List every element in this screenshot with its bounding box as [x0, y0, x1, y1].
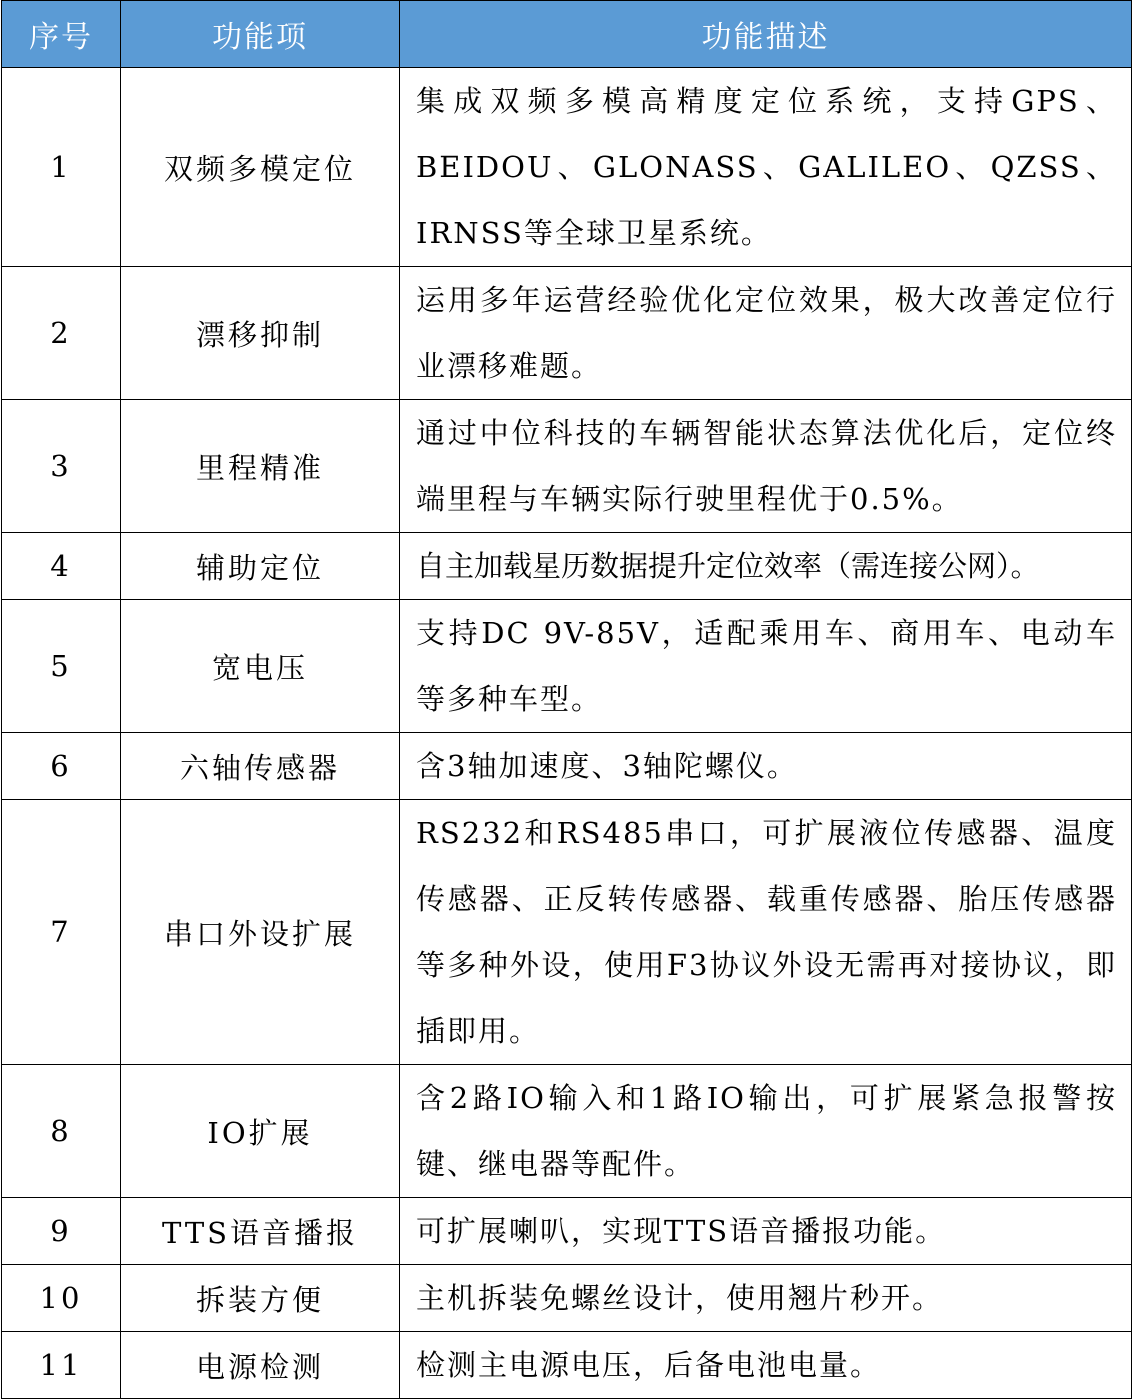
feature-description: 含2路IO输入和1路IO输出，可扩展紧急报警按键、继电器等配件。: [400, 1065, 1132, 1198]
feature-name: 双频多模定位: [121, 68, 400, 267]
row-number: 6: [2, 733, 121, 800]
table-row: [2, 68, 1132, 267]
feature-description: 检测主电源电压，后备电池电量。: [400, 1332, 1132, 1399]
header-row: [2, 1, 1132, 68]
row-number: 8: [2, 1065, 121, 1198]
table-row: [2, 1265, 1132, 1332]
feature-description: RS232和RS485串口，可扩展液位传感器、温度传感器、正反转传感器、载重传感器、胎压传感器等多种外设，使用F3协议外设无需再对接协议，即插即用。: [400, 800, 1132, 1065]
row-number: 1: [2, 68, 121, 267]
feature-description: 支持DC 9V-85V，适配乘用车、商用车、电动车等多种车型。: [400, 600, 1132, 733]
header-description: 功能描述: [400, 1, 1132, 68]
table-row: [2, 533, 1132, 600]
feature-description: 可扩展喇叭，实现TTS语音播报功能。: [400, 1198, 1132, 1265]
table-row: [2, 1332, 1132, 1399]
row-number: 7: [2, 800, 121, 1065]
feature-description: 集成双频多模高精度定位系统，支持GPS、BEIDOU、GLONASS、GALILEO、QZSS、IRNSS等全球卫星系统。: [400, 68, 1132, 267]
row-number: 11: [2, 1332, 121, 1399]
row-number: 4: [2, 533, 121, 600]
table-row: [2, 600, 1132, 733]
feature-name: 宽电压: [121, 600, 400, 733]
feature-name: 电源检测: [121, 1332, 400, 1399]
header-feature: 功能项: [121, 1, 400, 68]
feature-name: 拆装方便: [121, 1265, 400, 1332]
feature-name: 漂移抑制: [121, 267, 400, 400]
feature-name: 六轴传感器: [121, 733, 400, 800]
feature-name: 串口外设扩展: [121, 800, 400, 1065]
table-row: [2, 800, 1132, 1065]
row-number: 2: [2, 267, 121, 400]
table-row: [2, 267, 1132, 400]
feature-table: [1, 0, 1132, 1399]
feature-name: TTS语音播报: [121, 1198, 400, 1265]
header-number: 序号: [2, 1, 121, 68]
feature-name: IO扩展: [121, 1065, 400, 1198]
row-number: 5: [2, 600, 121, 733]
feature-description: 主机拆装免螺丝设计，使用翘片秒开。: [400, 1265, 1132, 1332]
feature-description: 运用多年运营经验优化定位效果，极大改善定位行业漂移难题。: [400, 267, 1132, 400]
feature-description: 通过中位科技的车辆智能状态算法优化后，定位终端里程与车辆实际行驶里程优于0.5%。: [400, 400, 1132, 533]
table-row: [2, 400, 1132, 533]
row-number: 3: [2, 400, 121, 533]
row-number: 9: [2, 1198, 121, 1265]
table-header: [2, 1, 1132, 68]
table-row: [2, 1065, 1132, 1198]
table-body: [2, 68, 1132, 1399]
table-row: [2, 733, 1132, 800]
table-row: [2, 1198, 1132, 1265]
feature-description: 自主加载星历数据提升定位效率（需连接公网）。: [400, 533, 1132, 600]
feature-name: 辅助定位: [121, 533, 400, 600]
feature-name: 里程精准: [121, 400, 400, 533]
feature-description: 含3轴加速度、3轴陀螺仪。: [400, 733, 1132, 800]
row-number: 10: [2, 1265, 121, 1332]
